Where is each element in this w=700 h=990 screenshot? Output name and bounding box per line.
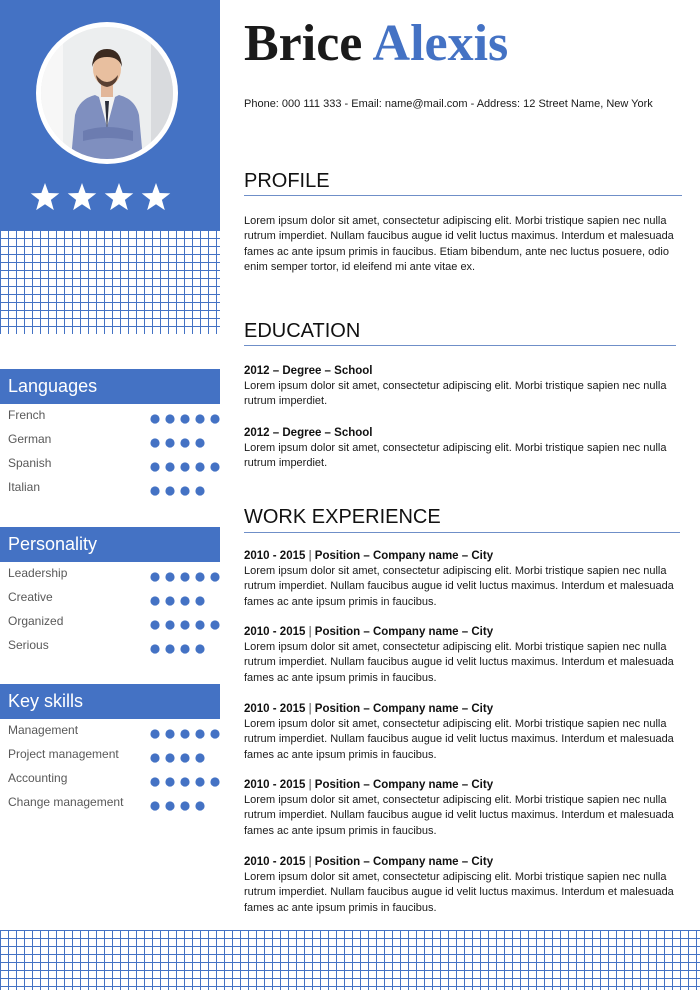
work-entry (244, 778, 684, 839)
skill-item (0, 767, 220, 791)
work-heading (244, 625, 684, 640)
level-dot (150, 572, 159, 581)
level-dot (150, 777, 159, 786)
star-icon (31, 183, 60, 210)
education-entry (244, 364, 684, 410)
level-dot (150, 644, 159, 653)
work-heading (244, 778, 684, 793)
level-dot (210, 462, 219, 471)
work-text: Lorem ipsum dolor sit amet, consectetur adipiscing elit. Morbi tristique sapien nec nulla rutrum imperdiet. Nullam faucibus augue id velit luctus maximus. Interdum et malesuada fames ac ante ipsum primis in faucibus. (244, 641, 674, 684)
level-dot (210, 729, 219, 738)
level-dot (180, 596, 189, 605)
level-dot (195, 729, 204, 738)
last-name: Alexis (372, 15, 509, 72)
contact-line: Phone: 000 111 333 - Email: name@mail.com - Address: 12 Street Name, New York (244, 98, 653, 110)
sidebar-grid-pattern (0, 230, 220, 334)
education-text: Lorem ipsum dolor sit amet, consectetur adipiscing elit. Morbi tristique sapien nec nulla rutrum imperdiet. (244, 380, 667, 408)
work-years: 2010 - 2015 (244, 550, 306, 562)
work-title: WORK EXPERIENCE (244, 506, 441, 528)
level-dot (195, 801, 204, 810)
skill-level-dots (150, 800, 222, 812)
candidate-name (244, 14, 508, 74)
level-dot (195, 620, 204, 629)
work-years: 2010 - 2015 (244, 856, 306, 868)
work-text: Lorem ipsum dolor sit amet, consectetur adipiscing elit. Morbi tristique sapien nec nulla rutrum imperdiet. Nullam faucibus augue id velit luctus maximus. Interdum et malesuada fames ac ante ipsum primis in faucibus. (244, 871, 674, 914)
skill-level-dots (150, 619, 222, 631)
work-entry (244, 625, 684, 686)
level-dot (165, 644, 174, 653)
level-dot (165, 753, 174, 762)
personality-item (0, 634, 220, 658)
work-separator: | (308, 856, 312, 868)
level-dot (165, 572, 174, 581)
work-separator: | (308, 550, 312, 562)
education-heading: 2012 – Degree – School (244, 427, 373, 439)
level-dot (165, 462, 174, 471)
work-years: 2010 - 2015 (244, 626, 306, 638)
skill-level-dots (150, 413, 222, 425)
language-item (0, 452, 220, 476)
skill-level-dots (150, 571, 222, 583)
star-rating (30, 180, 190, 214)
level-dot (150, 620, 159, 629)
personality-label: Leadership (8, 566, 68, 580)
level-dot (195, 777, 204, 786)
level-dot (180, 462, 189, 471)
profile-text: Lorem ipsum dolor sit amet, consectetur adipiscing elit. Morbi tristique sapien nec nulla rutrum imperdiet. Nullam faucibus augue id velit luctus maximus. Interdum et malesuada fames ac ante ipsum primis in faucibus. Etiam bibendum, ante nec luctus posuere, odio enim semper tortor, id eleifend mi ante vitae ex. (244, 215, 674, 273)
work-position: Position – Company name – City (314, 550, 494, 562)
work-heading (244, 855, 684, 870)
language-item (0, 404, 220, 428)
level-dot (180, 801, 189, 810)
skill-level-dots (150, 437, 222, 449)
personality-item (0, 586, 220, 610)
language-label: Spanish (8, 456, 52, 470)
level-dot (180, 729, 189, 738)
level-dot (150, 486, 159, 495)
skill-label: Change management (8, 795, 124, 809)
level-dot (165, 777, 174, 786)
level-dot (180, 414, 189, 423)
skill-item (0, 743, 220, 767)
work-position: Position – Company name – City (314, 779, 494, 791)
work-entry (244, 549, 684, 610)
key-skills-header: Key skills (0, 684, 220, 718)
skill-level-dots (150, 776, 222, 788)
level-dot (180, 486, 189, 495)
level-dot (180, 753, 189, 762)
star-icon (105, 183, 134, 210)
level-dot (150, 414, 159, 423)
work-entry (244, 855, 684, 916)
skill-label: Management (8, 723, 79, 737)
personality-item (0, 610, 220, 634)
personality-header: Personality (0, 527, 220, 561)
work-text: Lorem ipsum dolor sit amet, consectetur adipiscing elit. Morbi tristique sapien nec nulla rutrum imperdiet. Nullam faucibus augue id velit luctus maximus. Interdum et malesuada fames ac ante ipsum primis in faucibus. (244, 565, 674, 608)
level-dot (195, 462, 204, 471)
level-dot (195, 438, 204, 447)
work-years: 2010 - 2015 (244, 779, 306, 791)
skill-level-dots (150, 595, 222, 607)
photo-frame (36, 22, 178, 164)
footer-grid-pattern (0, 930, 700, 990)
level-dot (180, 572, 189, 581)
level-dot (165, 596, 174, 605)
languages-section (0, 369, 220, 500)
language-item (0, 476, 220, 500)
skill-item (0, 791, 220, 815)
level-dot (150, 596, 159, 605)
skill-level-dots (150, 485, 222, 497)
work-text: Lorem ipsum dolor sit amet, consectetur adipiscing elit. Morbi tristique sapien nec nulla rutrum imperdiet. Nullam faucibus augue id velit luctus maximus. Interdum et malesuada fames ac ante ipsum primis in faucibus. (244, 794, 674, 837)
work-separator: | (308, 703, 312, 715)
work-years: 2010 - 2015 (244, 703, 306, 715)
level-dot (210, 572, 219, 581)
skill-label: Project management (8, 747, 119, 761)
level-dot (150, 753, 159, 762)
profile-title: PROFILE (244, 170, 330, 192)
language-label: German (8, 432, 52, 446)
skill-label: Accounting (8, 771, 68, 785)
level-dot (165, 729, 174, 738)
language-label: French (8, 408, 46, 422)
work-rule (244, 532, 680, 533)
work-position: Position – Company name – City (314, 856, 494, 868)
work-separator: | (308, 626, 312, 638)
language-label: Italian (8, 480, 41, 494)
languages-header: Languages (0, 369, 220, 403)
level-dot (150, 462, 159, 471)
education-rule (244, 345, 676, 346)
work-text: Lorem ipsum dolor sit amet, consectetur adipiscing elit. Morbi tristique sapien nec nulla rutrum imperdiet. Nullam faucibus augue id velit luctus maximus. Interdum et malesuada fames ac ante ipsum primis in faucibus. (244, 718, 674, 761)
level-dot (180, 438, 189, 447)
level-dot (195, 486, 204, 495)
personality-section (0, 527, 220, 658)
work-entry (244, 702, 684, 763)
level-dot (165, 414, 174, 423)
skill-level-dots (150, 461, 222, 473)
skill-item (0, 719, 220, 743)
level-dot (210, 414, 219, 423)
personality-label: Organized (8, 614, 64, 628)
work-heading (244, 549, 684, 564)
profile-photo (41, 27, 173, 159)
level-dot (210, 777, 219, 786)
level-dot (210, 620, 219, 629)
personality-label: Creative (8, 590, 53, 604)
level-dot (150, 438, 159, 447)
level-dot (195, 572, 204, 581)
sidebar-header (0, 0, 220, 230)
education-text: Lorem ipsum dolor sit amet, consectetur adipiscing elit. Morbi tristique sapien nec nulla rutrum imperdiet. (244, 442, 667, 470)
work-position: Position – Company name – City (314, 626, 494, 638)
work-heading (244, 702, 684, 717)
education-title: EDUCATION (244, 320, 361, 342)
skill-level-dots (150, 728, 222, 740)
work-separator: | (308, 779, 312, 791)
skill-level-dots (150, 643, 222, 655)
level-dot (165, 438, 174, 447)
personality-label: Serious (8, 638, 49, 652)
language-item (0, 428, 220, 452)
level-dot (180, 644, 189, 653)
level-dot (195, 596, 204, 605)
level-dot (165, 486, 174, 495)
level-dot (150, 729, 159, 738)
star-icon (68, 183, 97, 210)
level-dot (195, 644, 204, 653)
level-dot (180, 620, 189, 629)
key-skills-section (0, 684, 220, 815)
work-position: Position – Company name – City (314, 703, 494, 715)
level-dot (195, 753, 204, 762)
education-heading: 2012 – Degree – School (244, 365, 373, 377)
level-dot (165, 801, 174, 810)
level-dot (180, 777, 189, 786)
level-dot (150, 801, 159, 810)
education-entry (244, 426, 684, 472)
level-dot (165, 620, 174, 629)
first-name: Brice (244, 15, 363, 72)
profile-rule (244, 195, 682, 196)
level-dot (195, 414, 204, 423)
star-icon (142, 183, 171, 210)
personality-item (0, 562, 220, 586)
skill-level-dots (150, 752, 222, 764)
